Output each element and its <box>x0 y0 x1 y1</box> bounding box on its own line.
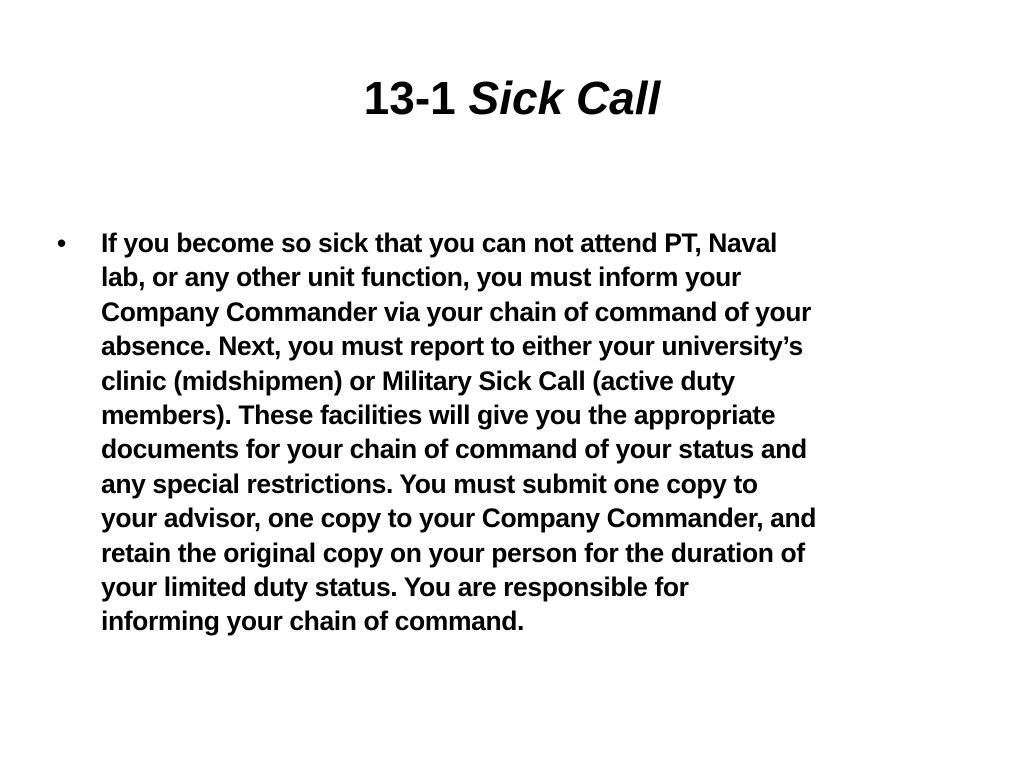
slide-body <box>57 226 967 639</box>
slide-title <box>0 68 1024 128</box>
bullet-line: If you become so sick that you can not attend PT, Naval <box>101 228 777 258</box>
bullet-line: Company Commander via your chain of command of your <box>101 296 811 327</box>
bullet-line: lab, or any other unit function, you must inform your <box>101 262 741 293</box>
bullet-dot-icon: • <box>57 228 67 258</box>
bullet-line: members). These facilities will give you the appropriate <box>101 400 776 431</box>
bullet-item <box>57 226 967 639</box>
bullet-line: any special restrictions. You must submit one copy to <box>101 468 758 499</box>
bullet-line: retain the original copy on your person for the duration of <box>101 537 805 568</box>
bullet-line: absence. Next, you must report to either your university’s <box>101 331 803 362</box>
title-number: 13-1 <box>363 72 456 124</box>
bullet-line: clinic (midshipmen) or Military Sick Call (active duty <box>101 365 735 396</box>
bullet-text <box>101 226 967 639</box>
bullet-line: informing your chain of command. <box>101 606 525 637</box>
title-name: Sick Call <box>468 72 661 124</box>
bullet-line: documents for your chain of command of your status and <box>101 434 807 465</box>
bullet-line: your limited duty status. You are responsible for <box>101 572 689 603</box>
bullet-line: your advisor, one copy to your Company Commander, and <box>101 503 817 534</box>
